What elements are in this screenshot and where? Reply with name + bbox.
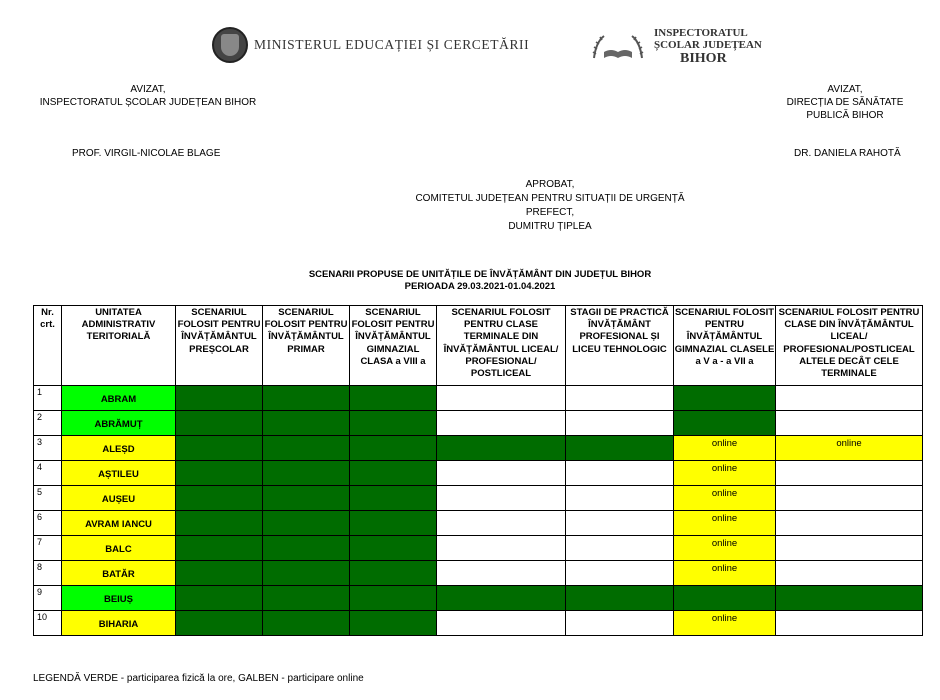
scenario-cell xyxy=(437,611,566,636)
right-approval xyxy=(780,83,910,122)
document-title xyxy=(250,269,710,293)
scenario-cell xyxy=(263,586,350,611)
scenario-cell xyxy=(566,536,674,561)
center-prefect-name: DUMITRU ȚIPLEA xyxy=(508,221,592,232)
title-line1: SCENARII PROPUSE DE UNITĂȚILE DE ÎNVĂȚĂMÂNT DIN JUDEȚUL BIHOR xyxy=(308,269,652,280)
table-row xyxy=(34,386,923,411)
scenario-cell xyxy=(437,486,566,511)
row-number: 5 xyxy=(34,486,62,511)
table-row xyxy=(34,611,923,636)
unit-name: ABRAM xyxy=(62,386,176,411)
row-number: 1 xyxy=(34,386,62,411)
scenario-cell xyxy=(350,561,437,586)
scenario-cell xyxy=(350,486,437,511)
scenario-cell xyxy=(350,461,437,486)
table-row xyxy=(34,436,923,461)
unit-name: ALEȘD xyxy=(62,436,176,461)
scenario-cell xyxy=(437,586,566,611)
unit-name: BALC xyxy=(62,536,176,561)
scenario-cell xyxy=(776,411,923,436)
scenario-cell xyxy=(263,386,350,411)
table-row xyxy=(34,536,923,561)
right-org-line1: DIRECȚIA DE SĂNĂTATE xyxy=(786,97,904,108)
scenario-cell xyxy=(776,386,923,411)
left-approval xyxy=(36,83,260,109)
unit-name: AUȘEU xyxy=(62,486,176,511)
scenario-cell xyxy=(566,386,674,411)
row-number: 10 xyxy=(34,611,62,636)
table-row xyxy=(34,461,923,486)
scenario-cell: online xyxy=(776,436,923,461)
center-prefect-label: PREFECT, xyxy=(525,207,575,218)
ministry-logo xyxy=(212,27,529,63)
scenario-cell xyxy=(263,411,350,436)
row-number: 4 xyxy=(34,461,62,486)
left-avizat: AVIZAT, xyxy=(130,84,166,95)
header-terminale: SCENARIUL FOLOSIT PENTRU CLASE TERMINALE DIN ÎNVĂȚĂMÂNTUL LICEAL/ PROFESIONAL/ POSTLICEAL xyxy=(437,306,566,386)
row-number: 6 xyxy=(34,511,62,536)
table-row xyxy=(34,511,923,536)
scenario-cell xyxy=(566,461,674,486)
scenario-cell xyxy=(437,436,566,461)
scenario-cell xyxy=(566,436,674,461)
scenario-cell xyxy=(350,436,437,461)
scenario-cell xyxy=(350,611,437,636)
scenario-cell xyxy=(350,536,437,561)
scenario-cell xyxy=(776,511,923,536)
scenario-cell: online xyxy=(674,511,776,536)
scenario-cell: online xyxy=(674,611,776,636)
title-period: PERIOADA 29.03.2021-01.04.2021 xyxy=(404,281,556,292)
ministry-name: MINISTERUL EDUCAȚIEI ȘI CERCETĂRII xyxy=(254,37,530,52)
scenario-cell xyxy=(350,586,437,611)
center-approbat: APROBAT, xyxy=(525,179,575,190)
scenario-cell xyxy=(176,486,263,511)
scenario-cell xyxy=(566,486,674,511)
scenario-cell xyxy=(176,511,263,536)
unit-name: AVRAM IANCU xyxy=(62,511,176,536)
scenario-cell xyxy=(566,511,674,536)
scenario-cell xyxy=(263,561,350,586)
scenario-cell xyxy=(566,561,674,586)
scenario-cell xyxy=(776,536,923,561)
unit-name: BATĂR xyxy=(62,561,176,586)
scenario-cell xyxy=(350,386,437,411)
scenario-cell xyxy=(437,461,566,486)
scenario-cell xyxy=(176,386,263,411)
left-person: PROF. VIRGIL-NICOLAE BLAGE xyxy=(72,148,221,159)
center-committee: COMITETUL JUDEȚEAN PENTRU SITUAȚII DE URGENȚĂ xyxy=(415,193,685,204)
scenario-cell xyxy=(437,561,566,586)
header-primar: SCENARIUL FOLOSIT PENTRU ÎNVĂȚĂMÂNTUL PRIMAR xyxy=(263,306,350,386)
scenario-cell xyxy=(263,436,350,461)
scenario-cell xyxy=(176,611,263,636)
isj-logo xyxy=(590,27,762,65)
scenario-cell xyxy=(437,411,566,436)
table-header-row xyxy=(34,306,923,386)
table-row xyxy=(34,586,923,611)
scenario-cell xyxy=(776,486,923,511)
scenario-cell xyxy=(350,411,437,436)
scenario-cell xyxy=(776,586,923,611)
scenario-cell xyxy=(566,586,674,611)
scenario-cell xyxy=(776,561,923,586)
scenario-cell xyxy=(437,386,566,411)
scenario-cell xyxy=(350,511,437,536)
unit-name: AȘTILEU xyxy=(62,461,176,486)
scenario-cell xyxy=(263,461,350,486)
header-prescolar: SCENARIUL FOLOSIT PENTRU ÎNVĂȚĂMÂNTUL PREȘCOLAR xyxy=(176,306,263,386)
scenario-cell xyxy=(776,461,923,486)
scenario-cell xyxy=(176,561,263,586)
scenario-cell xyxy=(437,536,566,561)
scenario-cell xyxy=(674,411,776,436)
scenario-cell: online xyxy=(674,461,776,486)
row-number: 9 xyxy=(34,586,62,611)
scenario-cell xyxy=(263,536,350,561)
scenario-cell xyxy=(176,411,263,436)
coat-of-arms-icon xyxy=(212,27,248,63)
legend: LEGENDĂ VERDE - participarea fizică la ore, GALBEN - participare online xyxy=(33,673,364,684)
scenario-cell xyxy=(776,611,923,636)
right-org-line2: PUBLICĂ BIHOR xyxy=(806,110,884,121)
header-unit: UNITATEA ADMINISTRATIV TERITORIALĂ xyxy=(62,306,176,386)
unit-name: ABRĂMUȚ xyxy=(62,411,176,436)
scenario-cell xyxy=(674,586,776,611)
row-number: 7 xyxy=(34,536,62,561)
row-number: 3 xyxy=(34,436,62,461)
header-licee-altele: SCENARIUL FOLOSIT PENTRU CLASE DIN ÎNVĂȚĂMÂNTUL LICEAL/ PROFESIONAL/POSTLICEAL ALTELE DECÂT CELE TERMINALE xyxy=(776,306,923,386)
unit-name: BIHARIA xyxy=(62,611,176,636)
scenario-cell xyxy=(263,511,350,536)
scenario-cell xyxy=(263,486,350,511)
row-number: 8 xyxy=(34,561,62,586)
unit-name: BEIUȘ xyxy=(62,586,176,611)
header-gimnazial-viii: SCENARIUL FOLOSIT PENTRU ÎNVĂȚĂMÂNTUL GIMNAZIAL CLASA a VIII a xyxy=(350,306,437,386)
row-number: 2 xyxy=(34,411,62,436)
isj-name: INSPECTORATUL ȘCOLAR JUDEȚEAN BIHOR xyxy=(654,27,762,66)
scenario-cell: online xyxy=(674,561,776,586)
center-approval xyxy=(400,178,700,234)
scenarios-table xyxy=(33,305,923,636)
scenario-cell xyxy=(566,611,674,636)
scenario-cell xyxy=(674,386,776,411)
header-stagii: STAGII DE PRACTICĂ ÎNVĂȚĂMÂNT PROFESIONAL ȘI LICEU TEHNOLOGIC xyxy=(566,306,674,386)
scenario-cell xyxy=(176,586,263,611)
table-row xyxy=(34,486,923,511)
scenario-cell xyxy=(566,411,674,436)
scenario-cell xyxy=(176,461,263,486)
header-nr: Nr. crt. xyxy=(34,306,62,386)
right-avizat: AVIZAT, xyxy=(827,84,863,95)
scenario-cell xyxy=(176,536,263,561)
table-row xyxy=(34,561,923,586)
header-gimnazial-v-vii: SCENARIUL FOLOSIT PENTRU ÎNVĂȚĂMÂNTUL GIMNAZIAL CLASELE a V a - a VII a xyxy=(674,306,776,386)
table-row xyxy=(34,411,923,436)
scenario-cell: online xyxy=(674,486,776,511)
scenario-cell: online xyxy=(674,436,776,461)
scenario-cell xyxy=(263,611,350,636)
scenario-cell xyxy=(437,511,566,536)
scenario-cell xyxy=(176,436,263,461)
scenario-cell: online xyxy=(674,536,776,561)
left-org: INSPECTORATUL ȘCOLAR JUDEȚEAN BIHOR xyxy=(39,97,257,108)
open-book-icon xyxy=(590,28,646,64)
right-person: DR. DANIELA RAHOTĂ xyxy=(794,148,901,159)
